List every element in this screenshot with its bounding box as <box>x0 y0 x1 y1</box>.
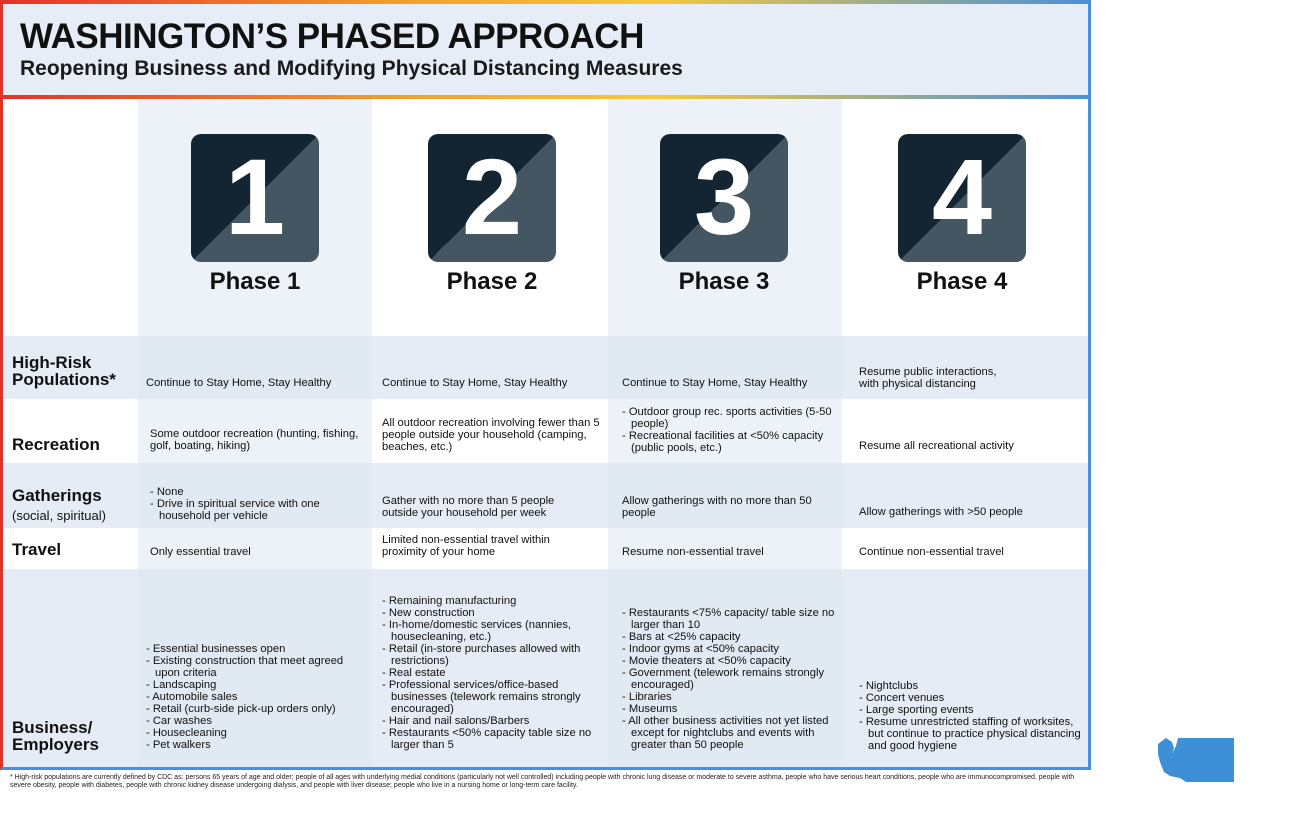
list-item: - Essential businesses open <box>146 643 366 655</box>
list-item: - Real estate <box>382 667 602 679</box>
phase-4-header <box>897 134 1027 296</box>
page-subtitle: Reopening Business and Modifying Physical Distancing Measures <box>20 57 683 80</box>
cell-gatherings-phase3: Allow gatherings with no more than 50 people <box>622 495 812 519</box>
cell-business-phase4 <box>859 680 1084 752</box>
phase-4-tile <box>898 134 1026 262</box>
cell-travel-phase4: Continue non-essential travel <box>859 546 1004 558</box>
list-item: - Movie theaters at <50% capacity <box>622 655 837 667</box>
list-item: - Bars at <25% capacity <box>622 631 837 643</box>
cell-recreation-phase3 <box>622 406 837 454</box>
cell-business-phase1 <box>146 643 366 751</box>
phase-1-number: 1 <box>224 136 286 257</box>
list-item: - Pet walkers <box>146 739 366 751</box>
row-label-business <box>12 719 99 753</box>
phase-1-label: Phase 1 <box>209 268 301 295</box>
cell-gatherings-phase2: Gather with no more than 5 people outside your household per week <box>382 495 555 519</box>
list-item: - Hair and nail salons/Barbers <box>382 715 602 727</box>
phase-4-label: Phase 4 <box>916 268 1008 295</box>
cell-high-risk-phase2: Continue to Stay Home, Stay Healthy <box>382 377 568 389</box>
cell-travel-phase1: Only essential travel <box>150 546 251 558</box>
footnote: * High-risk populations are currently defined by CDC as: persons 65 years of age and older; people of all ages with underlying medial conditions (particularly not well controlled) including people with chronic lung disease or moderate to severe asthma, people who have serious heart conditions, people who are immunocompromised, people with severe obesity, people with diabetes, people with chronic kidney disease undergoing dialysis, and people with liver disease; people who live in a nursing home or long-term care facility. <box>10 774 1075 789</box>
list-item: - Retail (curb-side pick-up orders only) <box>146 703 366 715</box>
washington-state-map-icon <box>1156 736 1236 784</box>
cell-recreation-phase4: Resume all recreational activity <box>859 440 1014 452</box>
list-item: - Outdoor group rec. sports activities (5-50 people) <box>622 406 837 430</box>
row-label-gatherings-title: Gatherings <box>12 486 102 505</box>
list-item: - Concert venues <box>859 692 1084 704</box>
list-item: - Professional services/office-based businesses (telework remains strongly encouraged) <box>382 679 602 715</box>
cell-gatherings-phase4: Allow gatherings with >50 people <box>859 506 1023 518</box>
phase-3-tile <box>660 134 788 262</box>
list-item: - Housecleaning <box>146 727 366 739</box>
row-label-recreation: Recreation <box>12 435 100 454</box>
list-item: - Large sporting events <box>859 704 1084 716</box>
phase-2-tile <box>428 134 556 262</box>
phase-2-label: Phase 2 <box>446 268 538 295</box>
list-item: - Resume unrestricted staffing of worksites, but continue to practice physical distancing and good hygiene <box>859 716 1084 752</box>
cell-travel-phase2: Limited non-essential travel within proximity of your home <box>382 534 550 558</box>
cell-business-phase3 <box>622 607 837 751</box>
list-item: - Nightclubs <box>859 680 1084 692</box>
row-label-gatherings-sub: (social, spiritual) <box>12 508 106 523</box>
list-item: - Museums <box>622 703 837 715</box>
list-item: - Retail (in-store purchases allowed with restrictions) <box>382 643 602 667</box>
phase-2-number: 2 <box>461 136 523 257</box>
phase-4-number: 4 <box>931 136 993 257</box>
cell-recreation-phase1: Some outdoor recreation (hunting, fishing, golf, boating, hiking) <box>150 428 359 452</box>
phase-3-number: 3 <box>693 136 755 257</box>
list-item: - All other business activities not yet listed except for nightclubs and events with greater than 50 people <box>622 715 837 751</box>
list-item: - Restaurants <50% capacity table size no larger than 5 <box>382 727 602 751</box>
page-title: WASHINGTON’S PHASED APPROACH <box>20 17 644 56</box>
list-item: - New construction <box>382 607 602 619</box>
row-label-high-risk-line1: High-Risk <box>12 353 92 372</box>
phase-3-label: Phase 3 <box>678 268 770 295</box>
list-item: - Remaining manufacturing <box>382 595 602 607</box>
list-item: - Indoor gyms at <50% capacity <box>622 643 837 655</box>
list-item: - Existing construction that meet agreed upon criteria <box>146 655 366 679</box>
list-item: - Recreational facilities at <50% capacity (public pools, etc.) <box>622 430 837 454</box>
row-label-gatherings <box>12 487 106 524</box>
cell-business-phase2 <box>382 595 602 751</box>
cell-gatherings-phase1 <box>150 486 340 522</box>
cell-high-risk-phase1: Continue to Stay Home, Stay Healthy <box>146 377 332 389</box>
row-label-travel: Travel <box>12 540 62 559</box>
cell-high-risk-phase3: Continue to Stay Home, Stay Healthy <box>622 377 808 389</box>
list-item: - Automobile sales <box>146 691 366 703</box>
cell-travel-phase3: Resume non-essential travel <box>622 546 764 558</box>
top-gradient-bar <box>0 0 1091 4</box>
list-item: - Government (telework remains strongly encouraged) <box>622 667 837 691</box>
row-label-high-risk <box>12 354 116 388</box>
list-item: - Drive in spiritual service with one household per vehicle <box>150 498 340 522</box>
row-label-high-risk-line2: Populations* <box>12 370 116 389</box>
phase-2-header <box>427 134 557 296</box>
phase-1-header <box>190 134 320 296</box>
list-item: - Restaurants <75% capacity/ table size no larger than 10 <box>622 607 837 631</box>
list-item: - None <box>150 486 340 498</box>
row-label-business-line2: Employers <box>12 735 99 754</box>
phase-3-header <box>659 134 789 296</box>
cell-high-risk-phase4: Resume public interactions, with physical distancing <box>859 366 997 390</box>
list-item: - In-home/domestic services (nannies, housecleaning, etc.) <box>382 619 602 643</box>
list-item: - Libraries <box>622 691 837 703</box>
list-item: - Car washes <box>146 715 366 727</box>
list-item: - Landscaping <box>146 679 366 691</box>
phase-1-tile <box>191 134 319 262</box>
cell-recreation-phase2: All outdoor recreation involving fewer than 5 people outside your household (camping, beaches, etc.) <box>382 417 600 453</box>
row-label-business-line1: Business/ <box>12 718 93 737</box>
